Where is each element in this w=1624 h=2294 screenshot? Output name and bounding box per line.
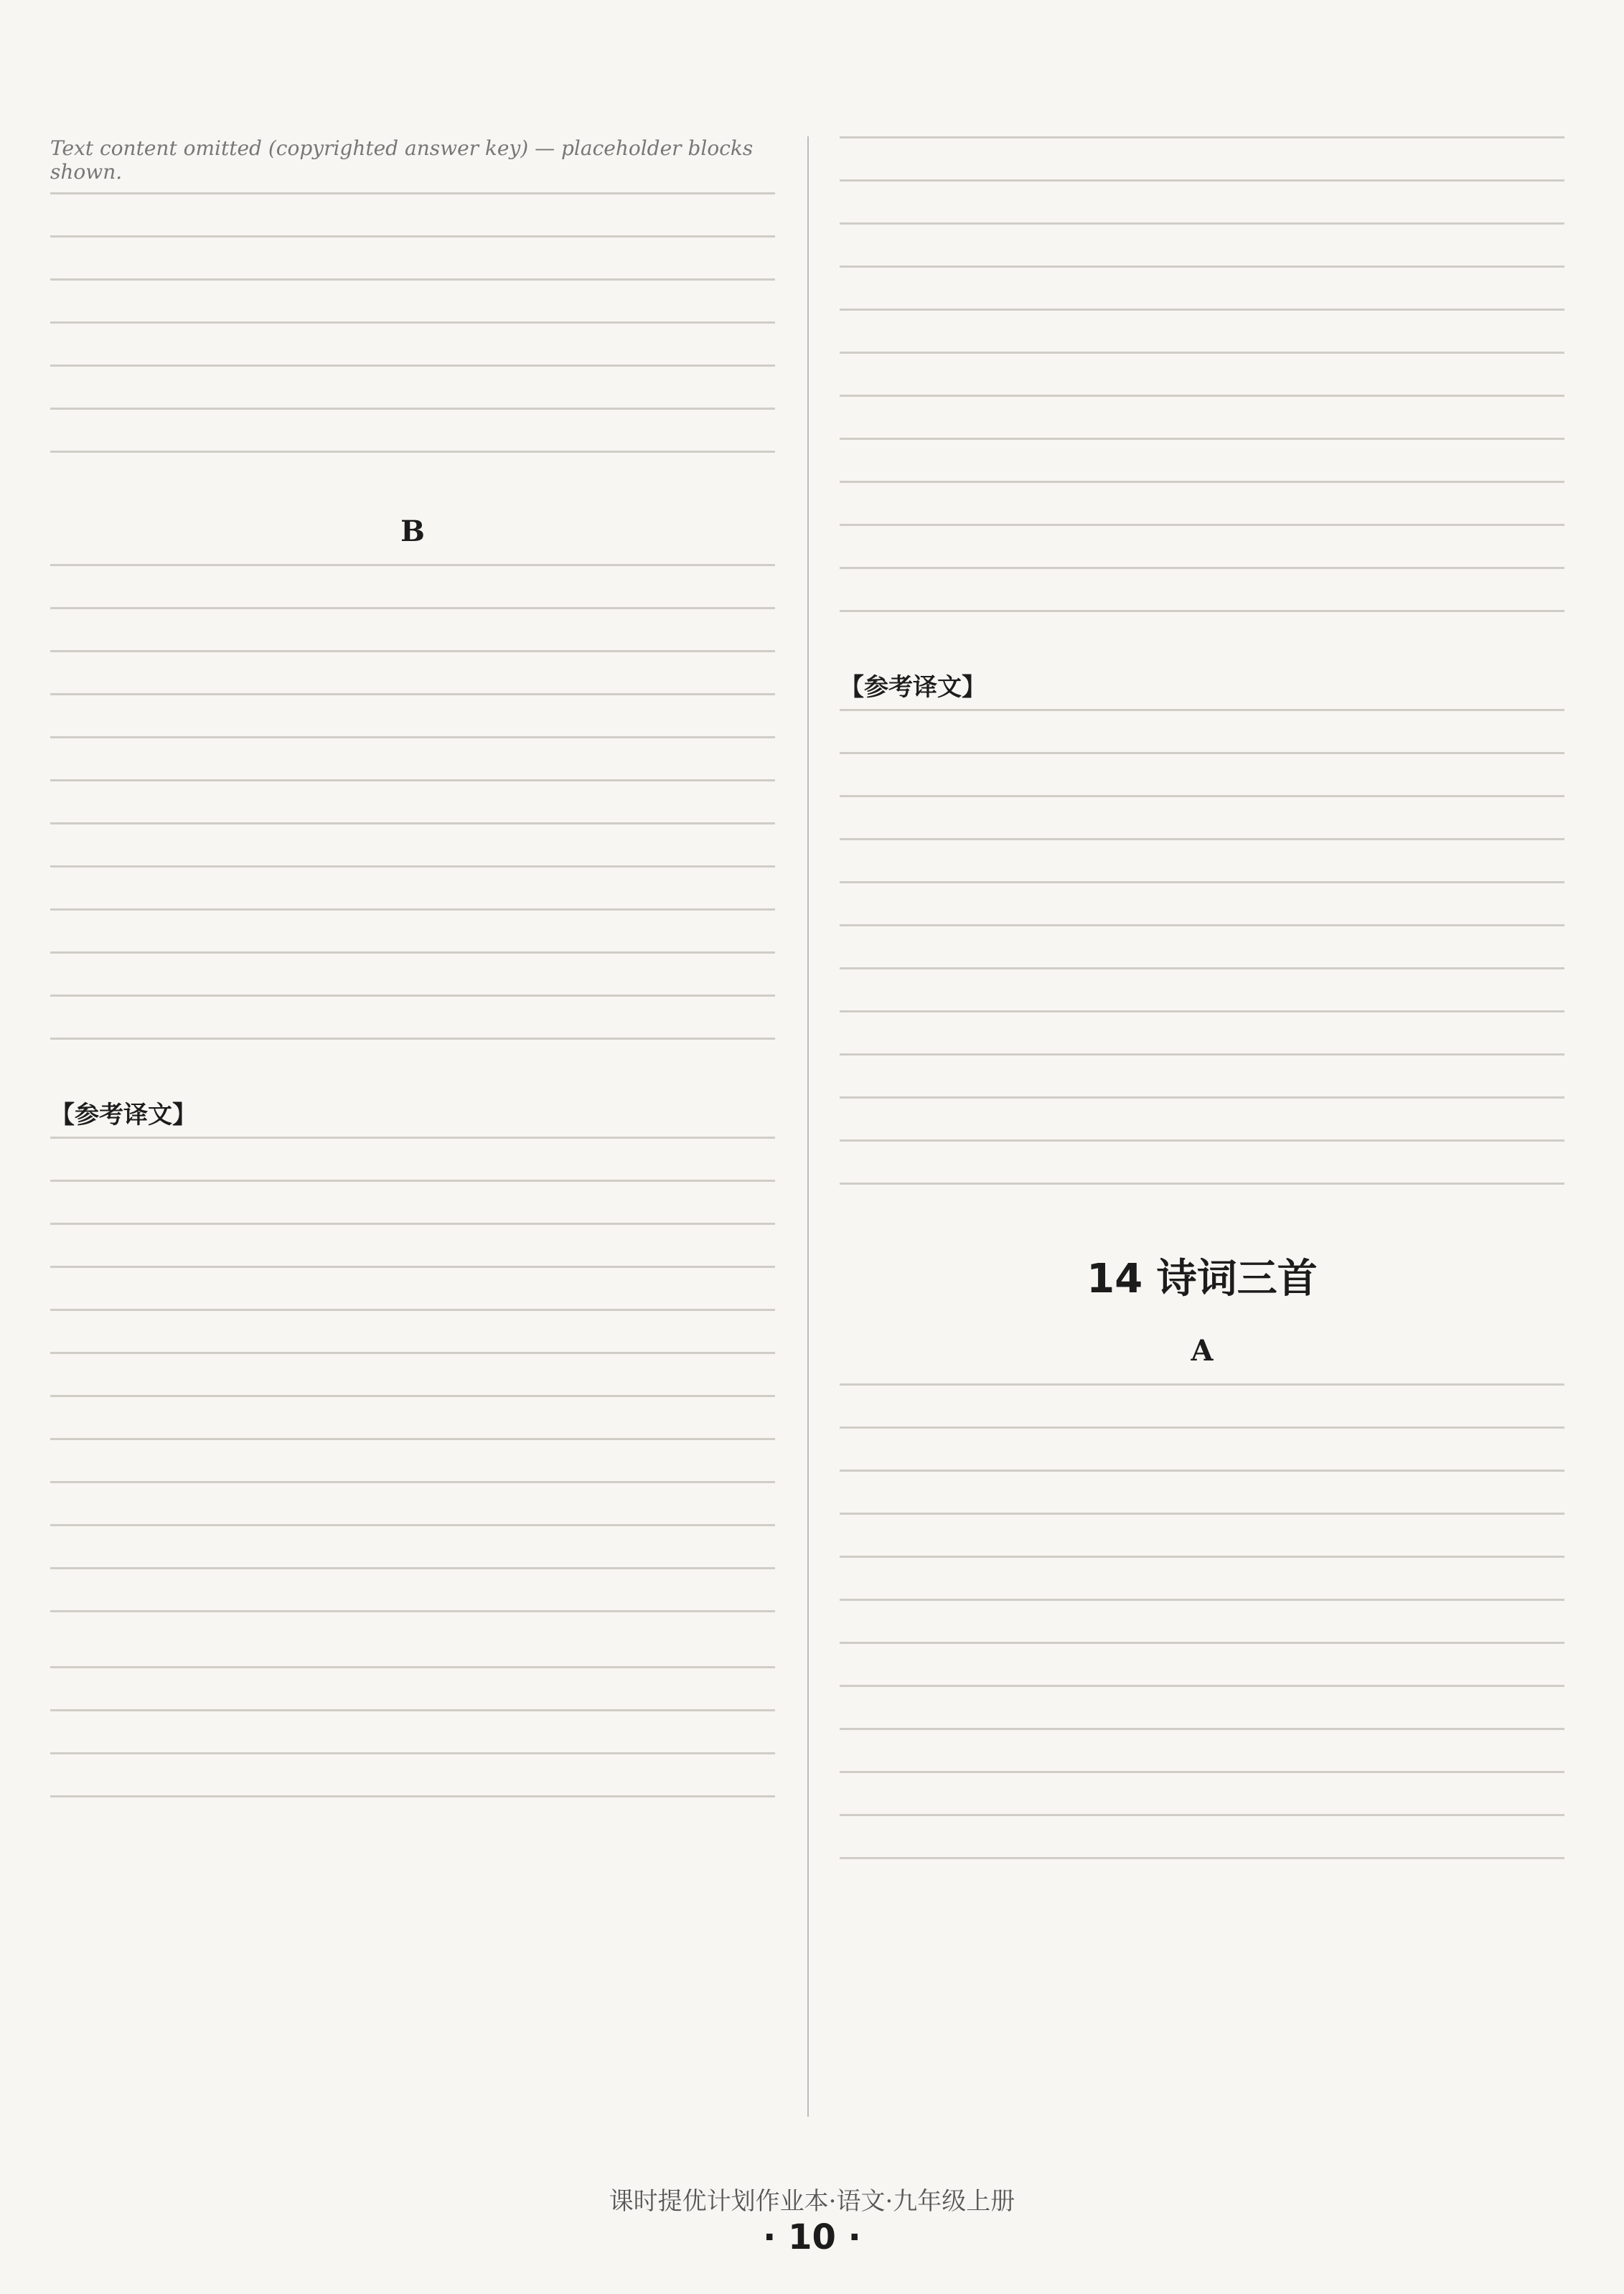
answers-block [50,1666,775,1838]
section-a-heading: A [1191,1334,1214,1368]
page [50,136,1574,2117]
translation-block [840,709,1564,1226]
answers-block [840,1383,1564,1900]
reference-translation-label: 【参考译文】 [50,1101,197,1129]
answers-block [50,564,775,1081]
page-number: · 10 · [763,2217,861,2257]
book-title: 课时提优计划作业本·语文·九年级上册 [609,2187,1015,2216]
left-column [50,136,775,2117]
section-b-heading: B [400,514,425,548]
translation-block [50,1137,775,1653]
placeholder-note: Text content omitted (copyrighted answer key) — placeholder blocks shown. [50,136,754,184]
right-column [840,136,1564,2117]
answers-block [840,136,1564,653]
column-divider [807,136,809,2117]
answers-block [50,192,775,494]
chapter-title: 14 诗词三首 [1086,1256,1318,1302]
footer [0,2181,1624,2217]
reference-translation-label: 【参考译文】 [840,673,986,702]
